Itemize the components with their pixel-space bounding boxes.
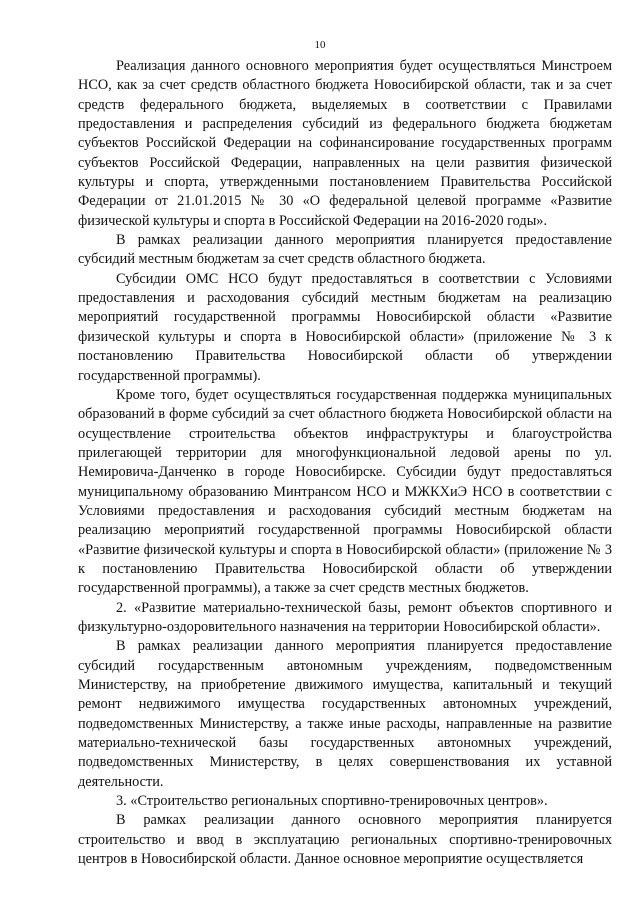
paragraph-local-subsidies: В рамках реализации данного мероприятия планируется предоставление субсидий местным бюджетам за счет средств областного бюджета.	[78, 232, 612, 268]
paragraph-oms-subsidies: Субсидии ОМС НСО будут предоставляться в соответствии с Условиями предоставления и расходования субсидий местным бюджетам на реализацию мероприятий государственной программы Новосибирской области «Развитие физической культуры и спорта в Новосибирской области» (приложение № 3 к постановлению Правительства Новосибирской области об утверждении государственной программы).	[78, 270, 612, 384]
document-body	[78, 57, 612, 869]
page-number: 10	[314, 39, 326, 51]
paragraph-funding-sources: Реализация данного основного мероприятия будет осуществляться Минстроем НСО, как за счет средств областного бюджета Новосибирской области, так и за счет средств федерального бюджета, выделяемых в соответствии с Правилами предоставления и распределения субсидий из федерального бюджета бюджетам субъектов Российской Федерации на софинансирование государственных программ субъектов Российской Федерации, направленных на цели развития физической культуры и спорта, утвержденными постановлением Правительства Российской Федерации от 21.01.2015 № 30 «О федеральной целевой программе «Развитие физической культуры и спорта в Российской Федерации на 2016-2020 годы».	[78, 58, 612, 229]
paragraph-autonomous-institutions: В рамках реализации данного мероприятия планируется предоставление субсидий государственным автономным учреждениям, подведомственным Министерству, на приобретение движимого имущества, капитальный и текущий ремонт недвижимого имущества государственных автономных учреждений, подведомственных Министерству, а также иные расходы, направленные на развитие материально-технической базы государственных автономных учреждений, подведомственных Министерству, в целях совершенствования их уставной деятельности.	[78, 638, 612, 790]
paragraph-activity-2-title: 2. «Развитие материально-технической базы, ремонт объектов спортивного и физкультурно-оздоровительного назначения на территории Новосибирской области».	[78, 599, 612, 635]
paragraph-ice-arena-support: Кроме того, будет осуществляться государственная поддержка муниципальных образований в форме субсидий за счет областного бюджета Новосибирской области на осуществление строительства объектов инфраструктуры и благоустройства прилегающей территории для многофункциональной ледовой арены по ул. Немировича-Данченко в городе Новосибирске. Субсидии будут предоставляться муниципальному образованию Минтрансом НСО и МЖКХиЭ НСО в соответствии с Условиями предоставления и расходования субсидий местным бюджетам на реализацию мероприятий государственной программы Новосибирской области «Развитие физической культуры и спорта в Новосибирской области» (приложение № 3 к постановлению Правительства Новосибирской области об утверждении государственной программы), а также за счет средств местных бюджетов.	[78, 386, 612, 597]
paragraph-activity-3-title: 3. «Строительство региональных спортивно-тренировочных центров».	[116, 793, 548, 810]
paragraph-training-centers: В рамках реализации данного основного мероприятия планируется строительство и ввод в эксплуатацию региональных спортивно-тренировочных центров в Новосибирской области. Данное основное мероприятие осуществляется	[78, 812, 612, 868]
